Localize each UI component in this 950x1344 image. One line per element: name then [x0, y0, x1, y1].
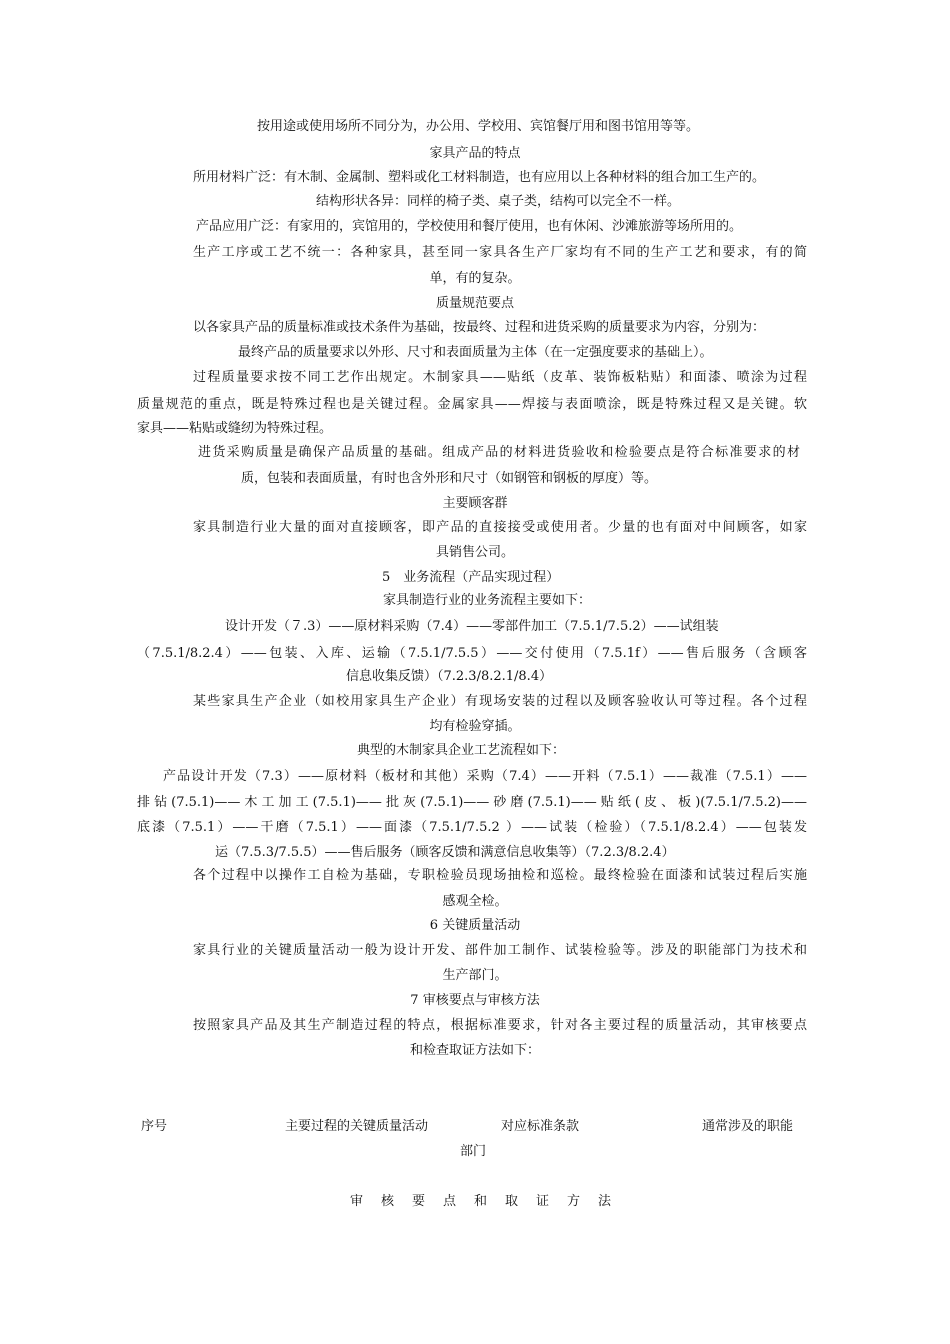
- table-header-department: 通常涉及的职能: [702, 1119, 794, 1134]
- paragraph-line: 信息收集反馈）（7.2.3/8.2.1/8.4）: [346, 669, 553, 684]
- paragraph-line: 按照家具产品及其生产制造过程的特点，根据标准要求，针对各主要过程的质量活动，其审核要点: [193, 1018, 807, 1033]
- table-header-audit-method: 审核要点和取证方法: [350, 1194, 630, 1209]
- paragraph-line: 排钻(7.5.1)——木工加工(7.5.1)——批灰(7.5.1)——砂磨(7.5.1)——贴纸(皮、板)(7.5.1/7.5.2)——: [137, 795, 807, 810]
- section-heading: 质量规范要点: [435, 296, 514, 311]
- paragraph-line: 产品设计开发（7.3）——原材料（板材和其他）采购（7.4）——开料（7.5.1）——裁准（7.5.1）——: [163, 769, 807, 784]
- paragraph-line: 质，包装和表面质量，有时也含外形和尺寸（如钢管和钢板的厚度）等。: [241, 471, 658, 486]
- paragraph-line: 单，有的复杂。: [429, 271, 521, 286]
- section-heading: 6 关键质量活动: [429, 918, 521, 933]
- paragraph-line: 产品应用广泛：有家用的，宾馆用的，学校使用和餐厅使用，也有休闲、沙滩旅游等场所用的。: [196, 219, 743, 234]
- table-header-department-cont: 部门: [460, 1144, 487, 1159]
- paragraph-line: 感观全检。: [442, 894, 508, 909]
- paragraph-line: 家具——粘贴或缝纫为特殊过程。: [137, 421, 333, 436]
- paragraph-line: 最终产品的质量要求以外形、尺寸和表面质量为主体（在一定强度要求的基础上）。: [238, 345, 713, 360]
- paragraph-line: 底漆（7.5.1）——干磨（7.5.1）——面漆（7.5.1/7.5.2 ）——试装（检验）（7.5.1/8.2.4）——包装发: [137, 820, 807, 835]
- table-header-clause: 对应标准条款: [501, 1119, 580, 1134]
- paragraph-line: 结构形状各异：同样的椅子类、桌子类，结构可以完全不一样。: [316, 194, 681, 209]
- table-header-activity: 主要过程的关键质量活动: [285, 1119, 429, 1134]
- section-heading: 7 审核要点与审核方法: [410, 993, 540, 1008]
- paragraph-line: 按用途或使用场所不同分为，办公用、学校用、宾馆餐厅用和图书馆用等等。: [257, 119, 700, 134]
- paragraph-line: （7.5.1/8.2.4）——包装、入库、运输（7.5.1/7.5.5）——交付使用（7.5.1f）——售后服务（含顾客: [137, 646, 807, 661]
- paragraph-line: 典型的木制家具企业工艺流程如下：: [357, 743, 566, 758]
- section-heading: 主要顾客群: [442, 496, 508, 511]
- paragraph-line: 质量规范的重点，既是特殊过程也是关键过程。金属家具——焊接与表面喷涂，既是特殊过程又是关键。软: [137, 397, 807, 412]
- paragraph-line: 进货采购质量是确保产品质量的基础。组成产品的材料进货验收和检验要点是符合标准要求的材: [198, 445, 800, 460]
- paragraph-line: 过程质量要求按不同工艺作出规定。木制家具——贴纸（皮革、装饰板粘贴）和面漆、喷涂为过程: [193, 370, 807, 385]
- paragraph-line: 以各家具产品的质量标准或技术条件为基础，按最终、过程和进货采购的质量要求为内容，分别为：: [193, 320, 766, 335]
- section-heading: 5 业务流程（产品实现过程）: [382, 570, 560, 585]
- table-header-number: 序号: [141, 1119, 168, 1134]
- section-heading: 家具产品的特点: [429, 146, 521, 161]
- paragraph-line: 和检查取证方法如下：: [409, 1043, 540, 1058]
- paragraph-line: 家具制造行业大量的面对直接顾客，即产品的直接接受或使用者。少量的也有面对中间顾客，如家: [193, 520, 807, 535]
- paragraph-line: 生产工序或工艺不统一：各种家具，甚至同一家具各生产厂家均有不同的生产工艺和要求，有的简: [193, 245, 807, 260]
- paragraph-line: 具销售公司。: [435, 545, 514, 560]
- paragraph-line: 家具制造行业的业务流程主要如下：: [383, 593, 592, 608]
- paragraph-line: 运（7.5.3/7.5.5）——售后服务（顾客反馈和满意信息收集等）（7.2.3/8.2.4）: [215, 845, 675, 860]
- paragraph-line: 所用材料广泛：有木制、金属制、塑料或化工材料制造，也有应用以上各种材料的组合加工生产的。: [193, 170, 766, 185]
- paragraph-line: 生产部门。: [442, 968, 508, 983]
- paragraph-line: 家具行业的关键质量活动一般为设计开发、部件加工制作、试装检验等。涉及的职能部门为技术和: [193, 943, 807, 958]
- paragraph-line: 设计开发（７.3）——原材料采购（7.4）——零部件加工（7.5.1/7.5.2）——试组装: [225, 619, 719, 634]
- paragraph-line: 某些家具生产企业（如校用家具生产企业）有现场安装的过程以及顾客验收认可等过程。各个过程: [193, 694, 807, 709]
- paragraph-line: 各个过程中以操作工自检为基础，专职检验员现场抽检和巡检。最终检验在面漆和试装过程后实施: [193, 868, 807, 883]
- paragraph-line: 均有检验穿插。: [429, 719, 521, 734]
